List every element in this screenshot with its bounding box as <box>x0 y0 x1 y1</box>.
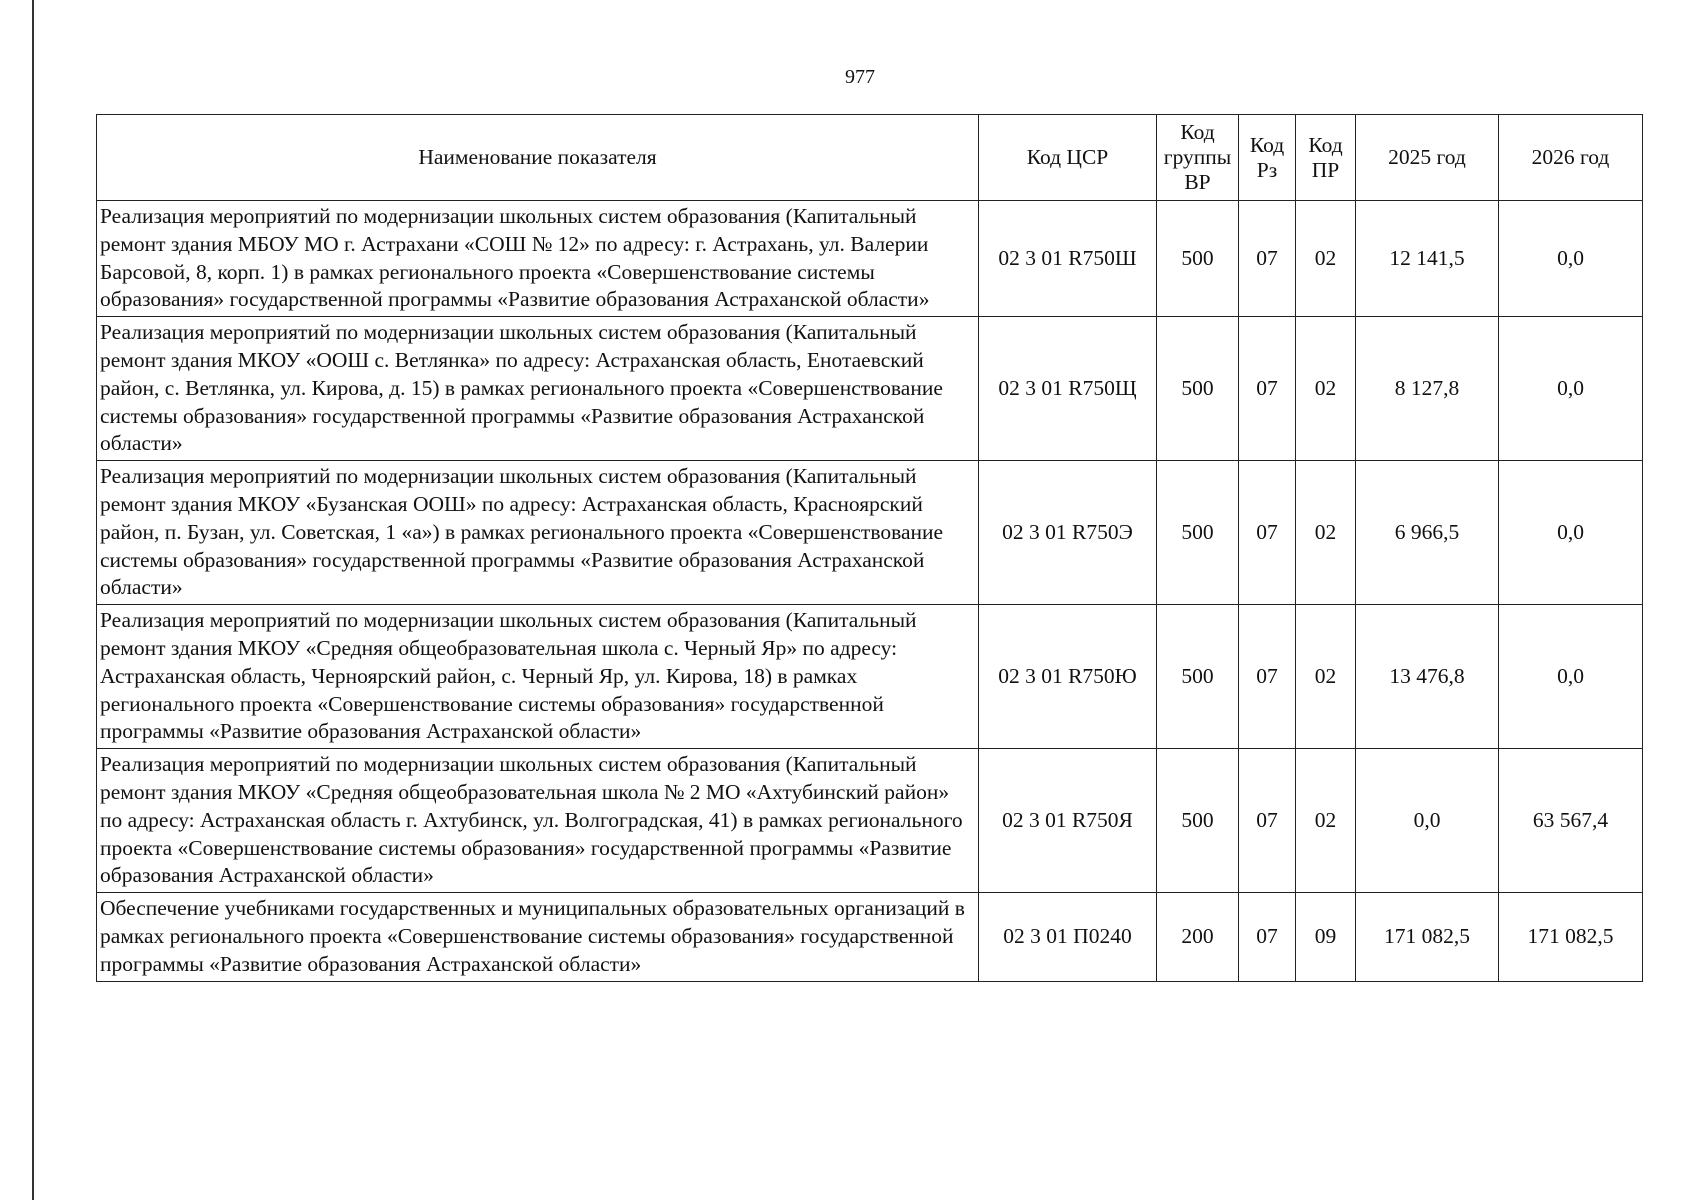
binding-margin-line <box>32 0 34 1200</box>
pr-code: 09 <box>1296 893 1356 981</box>
pr-code: 02 <box>1296 201 1356 317</box>
rz-code: 07 <box>1239 893 1296 981</box>
header-2025: 2025 год <box>1356 115 1499 201</box>
amount-2026: 0,0 <box>1499 201 1643 317</box>
amount-2026: 171 082,5 <box>1499 893 1643 981</box>
csr-code: 02 3 01 R750Щ <box>979 317 1157 461</box>
table-row <box>97 317 1643 461</box>
header-csr: Код ЦСР <box>979 115 1157 201</box>
rz-code: 07 <box>1239 605 1296 749</box>
vr-code: 200 <box>1157 893 1239 981</box>
pr-code: 02 <box>1296 461 1356 605</box>
amount-2026: 0,0 <box>1499 605 1643 749</box>
vr-code: 500 <box>1157 201 1239 317</box>
budget-table <box>96 114 1643 982</box>
table-header-row <box>97 115 1643 201</box>
header-rz: Код Рз <box>1239 115 1296 201</box>
vr-code: 500 <box>1157 749 1239 893</box>
pr-code: 02 <box>1296 749 1356 893</box>
table-row <box>97 893 1643 981</box>
amount-2026: 63 567,4 <box>1499 749 1643 893</box>
rz-code: 07 <box>1239 317 1296 461</box>
indicator-name: Реализация мероприятий по модернизации школьных систем образования (Капитальный ремонт здания МКОУ «ООШ с. Ветлянка» по адресу: Астраханская область, Енотаевский район, с. Ветлянка, ул. Кирова, д. 15) в рамках регионального проекта «Совершенствование системы образования» государственной программы «Развитие образования Астраханской области» <box>97 317 979 461</box>
csr-code: 02 3 01 П0240 <box>979 893 1157 981</box>
pr-code: 02 <box>1296 317 1356 461</box>
rz-code: 07 <box>1239 461 1296 605</box>
vr-code: 500 <box>1157 605 1239 749</box>
amount-2025: 171 082,5 <box>1356 893 1499 981</box>
amount-2025: 12 141,5 <box>1356 201 1499 317</box>
amount-2025: 13 476,8 <box>1356 605 1499 749</box>
table-row <box>97 605 1643 749</box>
csr-code: 02 3 01 R750Ш <box>979 201 1157 317</box>
header-vr: Код группы ВР <box>1157 115 1239 201</box>
indicator-name: Обеспечение учебниками государственных и муниципальных образовательных организаций в рамках регионального проекта «Совершенствование системы образования» государственной программы «Развитие образования Астраханской области» <box>97 893 979 981</box>
vr-code: 500 <box>1157 317 1239 461</box>
header-name: Наименование показателя <box>97 115 979 201</box>
csr-code: 02 3 01 R750Ю <box>979 605 1157 749</box>
header-pr: Код ПР <box>1296 115 1356 201</box>
indicator-name: Реализация мероприятий по модернизации школьных систем образования (Капитальный ремонт здания МКОУ «Средняя общеобразовательная школа с. Черный Яр» по адресу: Астраханская область, Черноярский район, с. Черный Яр, ул. Кирова, 18) в рамках регионального проекта «Совершенствование системы образования» государственной программы «Развитие образования Астраханской области» <box>97 605 979 749</box>
amount-2025: 0,0 <box>1356 749 1499 893</box>
header-2026: 2026 год <box>1499 115 1643 201</box>
indicator-name: Реализация мероприятий по модернизации школьных систем образования (Капитальный ремонт здания МКОУ «Средняя общеобразовательная школа № 2 МО «Ахтубинский район» по адресу: Астраханская область г. Ахтубинск, ул. Волгоградская, 41) в рамках регионального проекта «Совершенствование системы образования» государственной программы «Развитие образования Астраханской области» <box>97 749 979 893</box>
csr-code: 02 3 01 R750Я <box>979 749 1157 893</box>
rz-code: 07 <box>1239 749 1296 893</box>
amount-2026: 0,0 <box>1499 317 1643 461</box>
indicator-name: Реализация мероприятий по модернизации школьных систем образования (Капитальный ремонт здания МБОУ МО г. Астрахани «СОШ № 12» по адресу: г. Астрахань, ул. Валерии Барсовой, 8, корп. 1) в рамках регионального проекта «Совершенствование системы образования» государственной программы «Развитие образования Астраханской области» <box>97 201 979 317</box>
vr-code: 500 <box>1157 461 1239 605</box>
table-row <box>97 201 1643 317</box>
indicator-name: Реализация мероприятий по модернизации школьных систем образования (Капитальный ремонт здания МКОУ «Бузанская ООШ» по адресу: Астраханская область, Красноярский район, п. Бузан, ул. Советская, 1 «а») в рамках регионального проекта «Совершенствование системы образования» государственной программы «Развитие образования Астраханской области» <box>97 461 979 605</box>
page-number: 977 <box>845 66 875 88</box>
table-row <box>97 461 1643 605</box>
rz-code: 07 <box>1239 201 1296 317</box>
amount-2025: 8 127,8 <box>1356 317 1499 461</box>
csr-code: 02 3 01 R750Э <box>979 461 1157 605</box>
table-row <box>97 749 1643 893</box>
pr-code: 02 <box>1296 605 1356 749</box>
amount-2025: 6 966,5 <box>1356 461 1499 605</box>
amount-2026: 0,0 <box>1499 461 1643 605</box>
